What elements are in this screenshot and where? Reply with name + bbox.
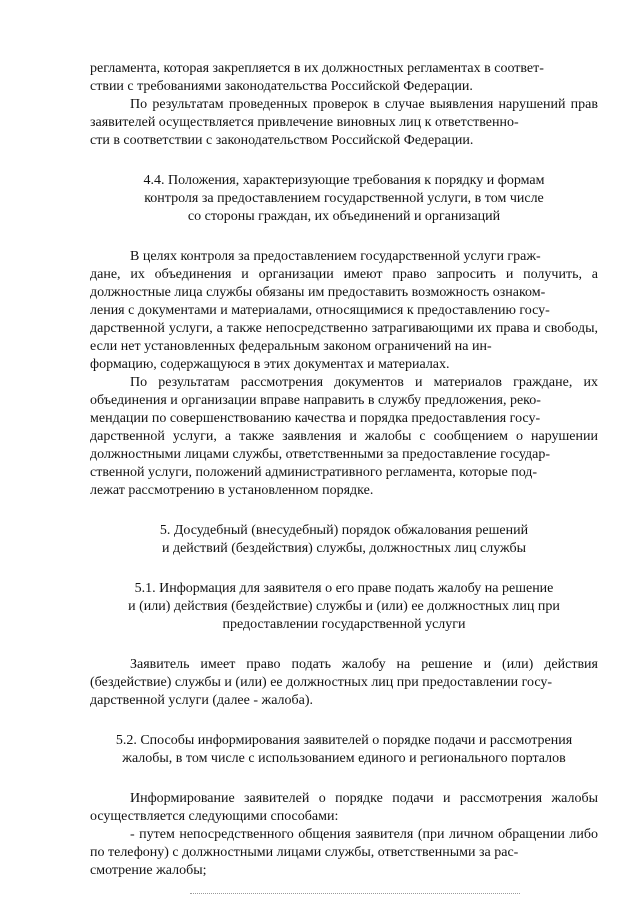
- paragraph: Информирование заявителей о порядке подачи и рассмотрения жалобы осуществляется следующими способами:: [90, 791, 598, 824]
- section-heading: 5.2. Способы информирования заявителей о порядке подачи и рассмотрения жалобы, в том числе с использованием единого и регионального порталов: [115, 733, 573, 766]
- document-page: [90, 60, 598, 880]
- section-heading: 4.4. Положения, характеризующие требования к порядку и формам контроля за предоставлением государственной услуги, в том числе со стороны граждан, их объединений и организаций: [143, 173, 545, 224]
- page-bottom-rule: [190, 893, 520, 894]
- paragraph: По результатам проведенных проверок в случае выявления нарушений прав заявителей осуществляется привлечение виновных лиц к ответственно- сти в соответствии с законодательством Российской Федерации.: [90, 97, 598, 148]
- section-heading: 5. Досудебный (внесудебный) порядок обжалования решений и действий (бездействия) службы, должностных лиц службы: [159, 523, 529, 556]
- section-heading: 5.1. Информация для заявителя о его праве подать жалобу на решение и (или) действия (бездействие) службы и (или) ее должностных лиц при предоставлении государственной услуги: [128, 581, 560, 632]
- paragraph: По результатам рассмотрения документов и материалов граждане, их объединения и организации вправе направить в службу предложения, реко- мендации по совершенствованию качества и порядка предоставления госу- дарственной услуги, а также заявления и жалобы с сообщением о нарушении должностными лицами службы, ответственными за предоставление государ- ственной услуги, положений административного регламента, которые под- лежат рассмотрению в установленном порядке.: [90, 375, 598, 498]
- paragraph: регламента, которая закрепляется в их должностных регламентах в соответ- ствии с требованиями законодательства Российской Федерации.: [90, 61, 544, 94]
- spacer: [90, 768, 598, 790]
- paragraph: В целях контроля за предоставлением государственной услуги граж- дане, их объединения и организации имеют право запросить и получить, а должностные лица службы обязаны им предоставить возможность ознаком- ления с документами и материалами, относящимися к предоставлению госу- дарственной услуги, а также непосредственно затрагивающими их права и свободы, если нет установленных федеральным законом ограничений на ин- формацию, содержащуюся в этих документах и материалах.: [90, 249, 598, 372]
- spacer: [90, 500, 598, 522]
- spacer: [90, 634, 598, 656]
- spacer: [90, 226, 598, 248]
- spacer: [90, 150, 598, 172]
- spacer: [90, 710, 598, 732]
- spacer: [90, 558, 598, 580]
- paragraph: Заявитель имеет право подать жалобу на решение и (или) действия (бездействие) службы и (или) ее должностных лиц при предоставлении госу- дарственной услуги (далее - жалоба).: [90, 657, 598, 708]
- paragraph: - путем непосредственного общения заявителя (при личном обращении либо по телефону) с должностными лицами службы, ответственными за рас- смотрение жалобы;: [90, 827, 598, 878]
